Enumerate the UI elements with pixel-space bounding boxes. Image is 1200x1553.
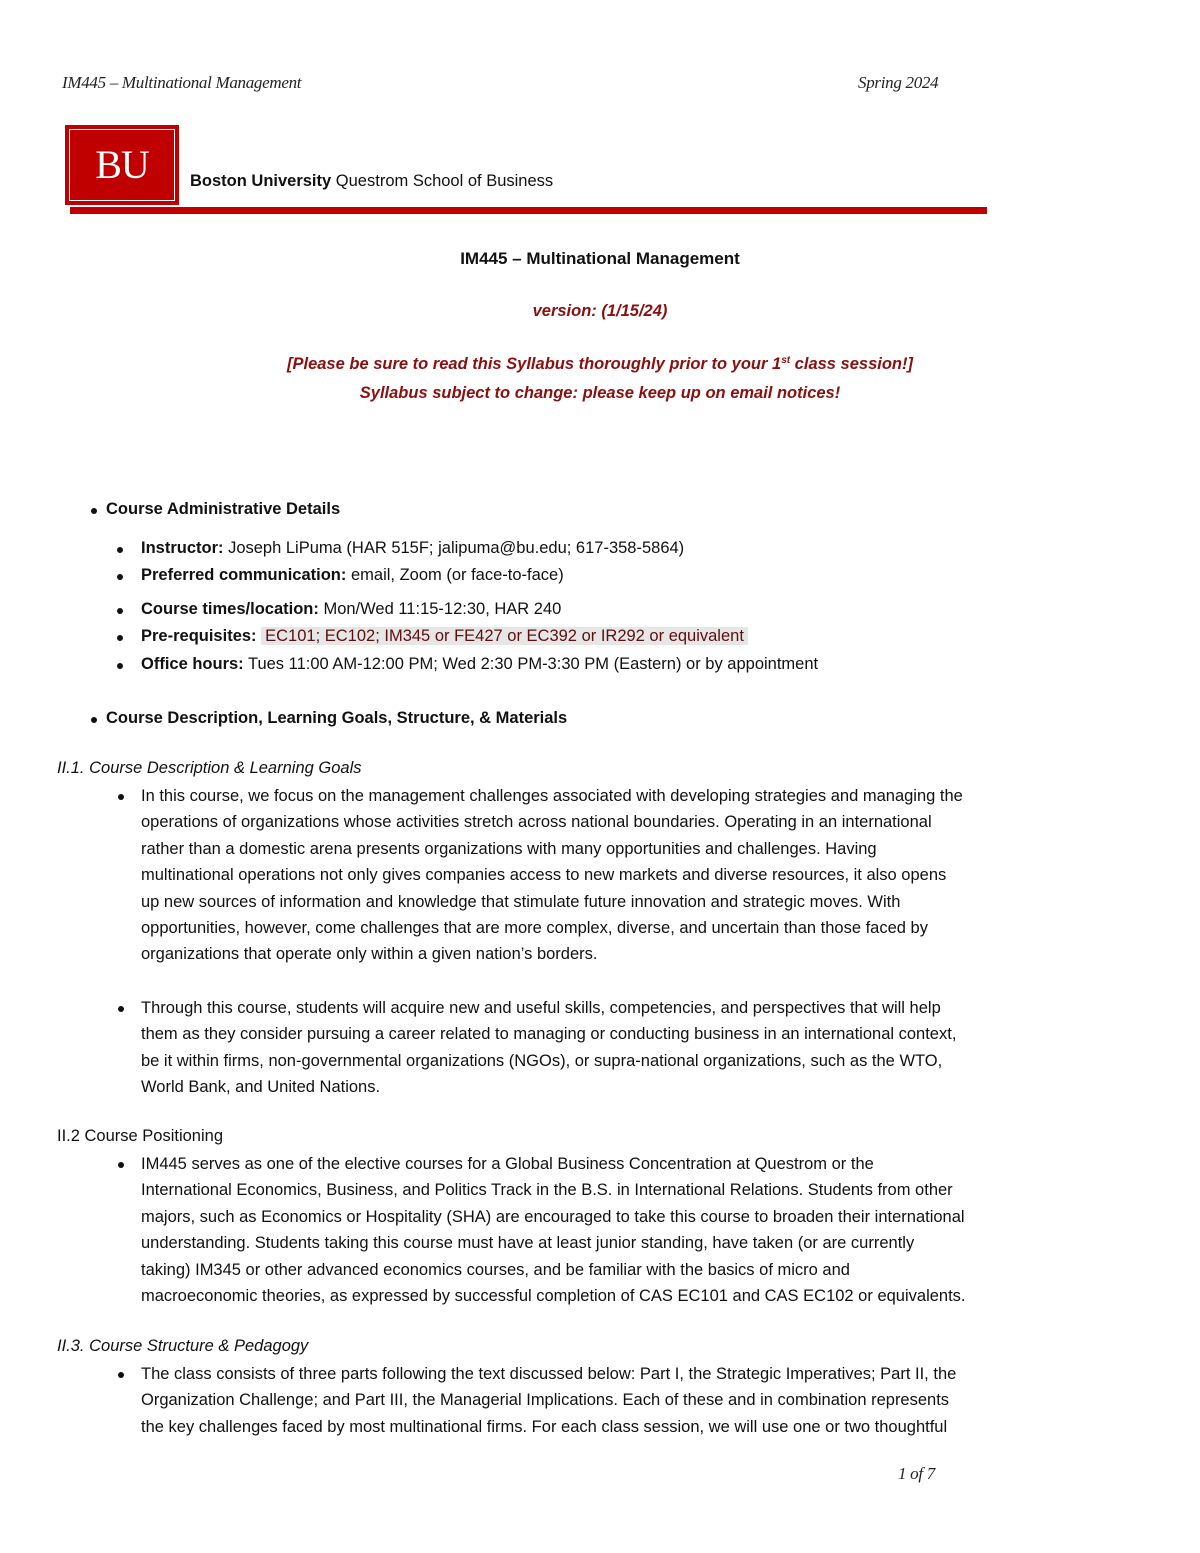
admin-value: Tues 11:00 AM-12:00 PM; Wed 2:30 PM-3:30 PM (Eastern) or by appointment	[243, 655, 819, 673]
section-heading-admin: Course Administrative Details	[106, 500, 341, 518]
subsection-heading-ii-2: II.2 Course Positioning	[57, 1127, 224, 1145]
read-notice-suffix: class session!]	[790, 355, 913, 373]
university-name: Boston University	[190, 172, 332, 190]
text-line: Through this course, students will acquire new and useful skills, competencies, and perspectives that will help	[141, 999, 941, 1017]
admin-item-times	[141, 600, 561, 619]
bullet-icon	[118, 1162, 124, 1168]
version-label: version: (1/15/24)	[532, 302, 668, 320]
bullet-icon	[118, 1006, 124, 1012]
section-heading-description: Course Description, Learning Goals, Structure, & Materials	[106, 709, 568, 727]
subsection-heading-ii-3: II.3. Course Structure & Pedagogy	[57, 1337, 309, 1355]
text-line: In this course, we focus on the management challenges associated with developing strategies and managing the	[141, 787, 963, 805]
bullet-icon	[117, 608, 123, 614]
text-line: The class consists of three parts following the text discussed below: Part I, the Strategic Imperatives; Part II, the	[141, 1365, 957, 1383]
read-notice	[0, 355, 1200, 374]
text-line: understanding. Students taking this course must have at least junior standing, have taken (or are currently	[141, 1234, 915, 1253]
prereq-highlight: EC101; EC102; IM345 or FE427 or EC392 or IR292 or equivalent	[261, 627, 748, 645]
paragraph-skills	[141, 995, 1141, 1101]
bullet-icon	[117, 635, 123, 641]
bullet-icon	[117, 574, 123, 580]
text-line: be it within firms, non-governmental organizations (NGOs), or supra-national organizations, such as the WTO,	[141, 1051, 943, 1070]
text-line: them as they consider pursuing a career related to managing or conducting business in an international context,	[141, 1025, 957, 1044]
text-line: taking) IM345 or other advanced economics courses, and be familiar with the basics of micro and	[141, 1260, 850, 1279]
text-line: operations of organizations whose activities stretch across national boundaries. Operating in an international	[141, 813, 932, 832]
bullet-icon	[118, 794, 124, 800]
page-number: 1 of 7	[898, 1464, 935, 1483]
text-line: opportunities, however, come challenges that are more complex, diverse, and uncertain than those faced by	[141, 919, 928, 938]
read-notice-sup: st	[781, 355, 791, 366]
text-line: rather than a domestic arena presents organizations with many opportunities and challenges. Having	[141, 839, 877, 858]
text-line: up new sources of information and knowledge that stimulate future innovation and strategic moves. With	[141, 892, 901, 911]
text-line: the key challenges faced by most multinational firms. For each class session, we will use one or two thoughtful	[141, 1417, 948, 1436]
paragraph-structure	[141, 1361, 1141, 1440]
admin-item-office-hours	[141, 655, 818, 674]
bullet-icon	[117, 547, 123, 553]
admin-label: Preferred communication:	[141, 566, 347, 584]
admin-item-prereqs	[141, 627, 748, 646]
running-header-term: Spring 2024	[858, 73, 939, 92]
text-line: Organization Challenge; and Part III, the Managerial Implications. Each of these and in combination represents	[141, 1391, 950, 1410]
school-name	[190, 172, 553, 191]
bullet-icon	[91, 508, 97, 514]
admin-label: Pre-requisites:	[141, 627, 257, 645]
bu-logo-text: BU	[95, 142, 149, 187]
bullet-icon	[91, 717, 97, 723]
admin-value: Joseph LiPuma (HAR 515F; jalipuma@bu.edu; 617-358-5864)	[223, 539, 685, 557]
school-subname: Questrom School of Business	[335, 172, 554, 190]
paragraph-positioning	[141, 1151, 1141, 1309]
bu-logo-frame	[69, 129, 175, 201]
admin-value: email, Zoom (or face-to-face)	[346, 566, 564, 584]
read-notice-prefix: [Please be sure to read this Syllabus thoroughly prior to your 1	[287, 355, 782, 373]
admin-item-instructor	[141, 539, 684, 558]
subsection-heading-ii-1: II.1. Course Description & Learning Goals	[57, 759, 362, 777]
text-line: macroeconomic theories, as expressed by successful completion of CAS EC101 and CAS EC102 or equivalents.	[141, 1287, 966, 1306]
bullet-icon	[118, 1372, 124, 1378]
text-line: multinational operations not only gives companies access to new markets and diverse resources, it also opens	[141, 866, 947, 885]
admin-label: Instructor:	[141, 539, 224, 557]
admin-item-communication	[141, 566, 564, 585]
text-line: World Bank, and United Nations.	[141, 1078, 381, 1097]
text-line: majors, such as Economics or Hospitality (SHA) are encouraged to take this course to broaden their international	[141, 1207, 965, 1226]
bullet-icon	[117, 663, 123, 669]
text-line: IM445 serves as one of the elective courses for a Global Business Concentration at Questrom or the	[141, 1155, 874, 1173]
bu-logo	[65, 125, 179, 205]
running-header-course: IM445 – Multinational Management	[62, 73, 302, 92]
admin-value: Mon/Wed 11:15-12:30, HAR 240	[318, 600, 562, 618]
text-line: International Economics, Business, and Politics Track in the B.S. in International Relations. Students from other	[141, 1181, 953, 1200]
page-title: IM445 – Multinational Management	[460, 249, 740, 268]
header-divider	[70, 207, 987, 214]
text-line: organizations that operate only within a given nation’s borders.	[141, 945, 598, 964]
admin-label: Office hours:	[141, 655, 244, 673]
admin-label: Course times/location:	[141, 600, 319, 618]
change-notice: Syllabus subject to change: please keep up on email notices!	[359, 384, 841, 402]
paragraph-description	[141, 783, 1141, 968]
